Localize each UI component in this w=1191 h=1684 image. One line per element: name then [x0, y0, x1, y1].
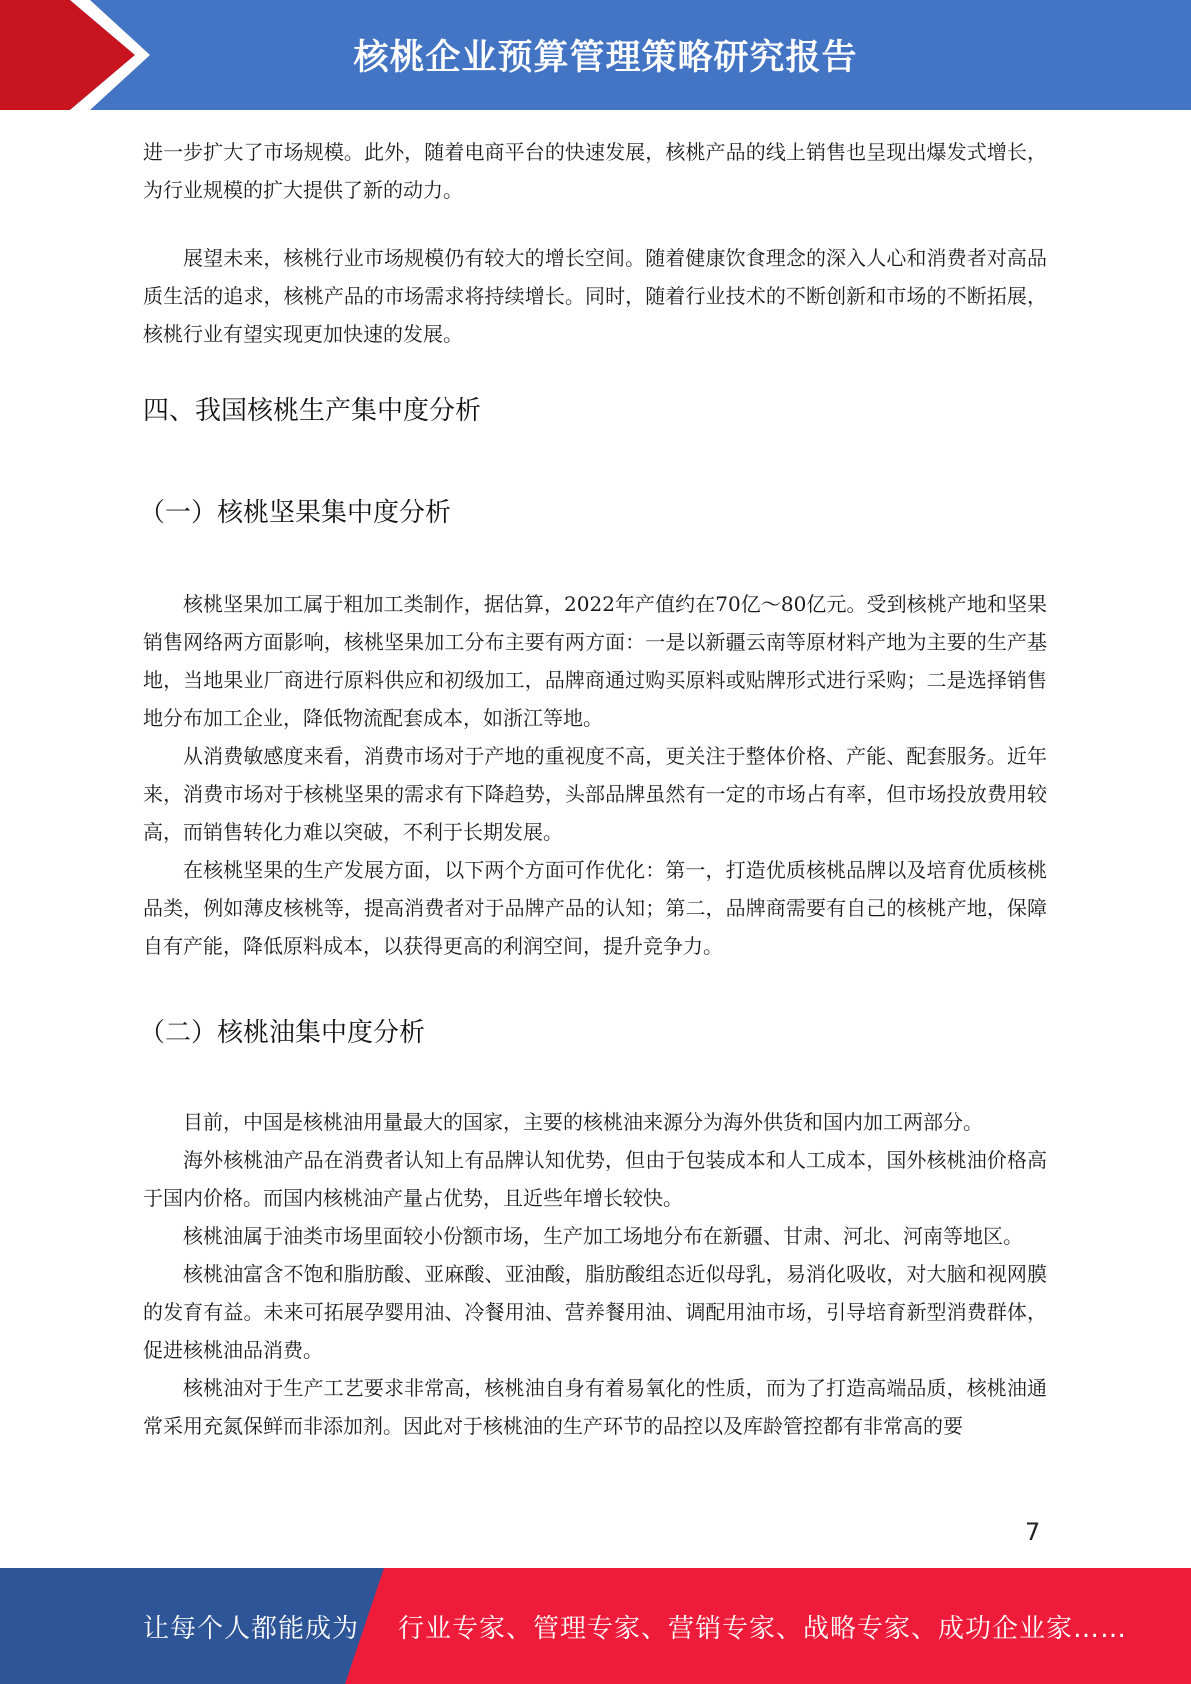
page-content	[139, 133, 1047, 1445]
paragraph: 核桃油富含不饱和脂肪酸、亚麻酸、亚油酸，脂肪酸组态近似母乳，易消化吸收，对大脑和视网膜的发育有益。未来可拓展孕婴用油、冷餐用油、营养餐用油、调配用油市场，引导培育新型消费群体，促进核桃油品消费。	[143, 1262, 1047, 1362]
section-heading: 四、我国核桃生产集中度分析	[143, 396, 482, 426]
report-title: 核桃企业预算管理策略研究报告	[353, 38, 858, 78]
paragraph: 目前，中国是核桃油用量最大的国家，主要的核桃油来源分为海外供货和国内加工两部分。	[183, 1110, 983, 1134]
paragraph: 在核桃坚果的生产发展方面，以下两个方面可作优化：第一，打造优质核桃品牌以及培育优质核桃品类，例如薄皮核桃等，提高消费者对于品牌产品的认知；第二，品牌商需要有自己的核桃产地，保障自有产能，降低原料成本，以获得更高的利润空间，提升竞争力。	[143, 858, 1047, 958]
page-number: 7	[1025, 1518, 1041, 1546]
subsection-heading: （二）核桃油集中度分析	[139, 1018, 426, 1048]
paragraph: 核桃油属于油类市场里面较小份额市场，生产加工场地分布在新疆、甘肃、河北、河南等地区。	[183, 1224, 1023, 1248]
paragraph: 展望未来，核桃行业市场规模仍有较大的增长空间。随着健康饮食理念的深入人心和消费者对高品质生活的追求，核桃产品的市场需求将持续增长。同时，随着行业技术的不断创新和市场的不断拓展，核桃行业有望实现更加快速的发展。	[143, 246, 1047, 346]
paragraph: 海外核桃油产品在消费者认知上有品牌认知优势，但由于包装成本和人工成本，国外核桃油价格高于国内价格。而国内核桃油产量占优势，且近些年增长较快。	[143, 1148, 1047, 1210]
paragraph: 进一步扩大了市场规模。此外，随着电商平台的快速发展，核桃产品的线上销售也呈现出爆发式增长，为行业规模的扩大提供了新的动力。	[143, 140, 1047, 202]
paragraph: 核桃油对于生产工艺要求非常高，核桃油自身有着易氧化的性质，而为了打造高端品质，核桃油通常采用充氮保鲜而非添加剂。因此对于核桃油的生产环节的品控以及库龄管控都有非常高的要	[143, 1376, 1047, 1438]
page-header	[0, 0, 1191, 110]
paragraph: 从消费敏感度来看，消费市场对于产地的重视度不高，更关注于整体价格、产能、配套服务。近年来，消费市场对于核桃坚果的需求有下降趋势，头部品牌虽然有一定的市场占有率，但市场投放费用较高，而销售转化力难以突破，不利于长期发展。	[143, 744, 1047, 844]
footer-slogan-right: 行业专家、管理专家、营销专家、战略专家、成功企业家……	[398, 1614, 1128, 1644]
page-footer	[0, 1568, 1191, 1684]
footer-slogan-left: 让每个人都能成为	[143, 1614, 360, 1644]
paragraph: 核桃坚果加工属于粗加工类制作，据估算，2022年产值约在70亿～80亿元。受到核桃产地和坚果销售网络两方面影响，核桃坚果加工分布主要有两方面：一是以新疆云南等原材料产地为主要的生产基地，当地果业厂商进行原料供应和初级加工，品牌商通过购买原料或贴牌形式进行采购；二是选择销售地分布加工企业，降低物流配套成本，如浙江等地。	[143, 592, 1047, 730]
subsection-heading: （一）核桃坚果集中度分析	[139, 498, 452, 528]
